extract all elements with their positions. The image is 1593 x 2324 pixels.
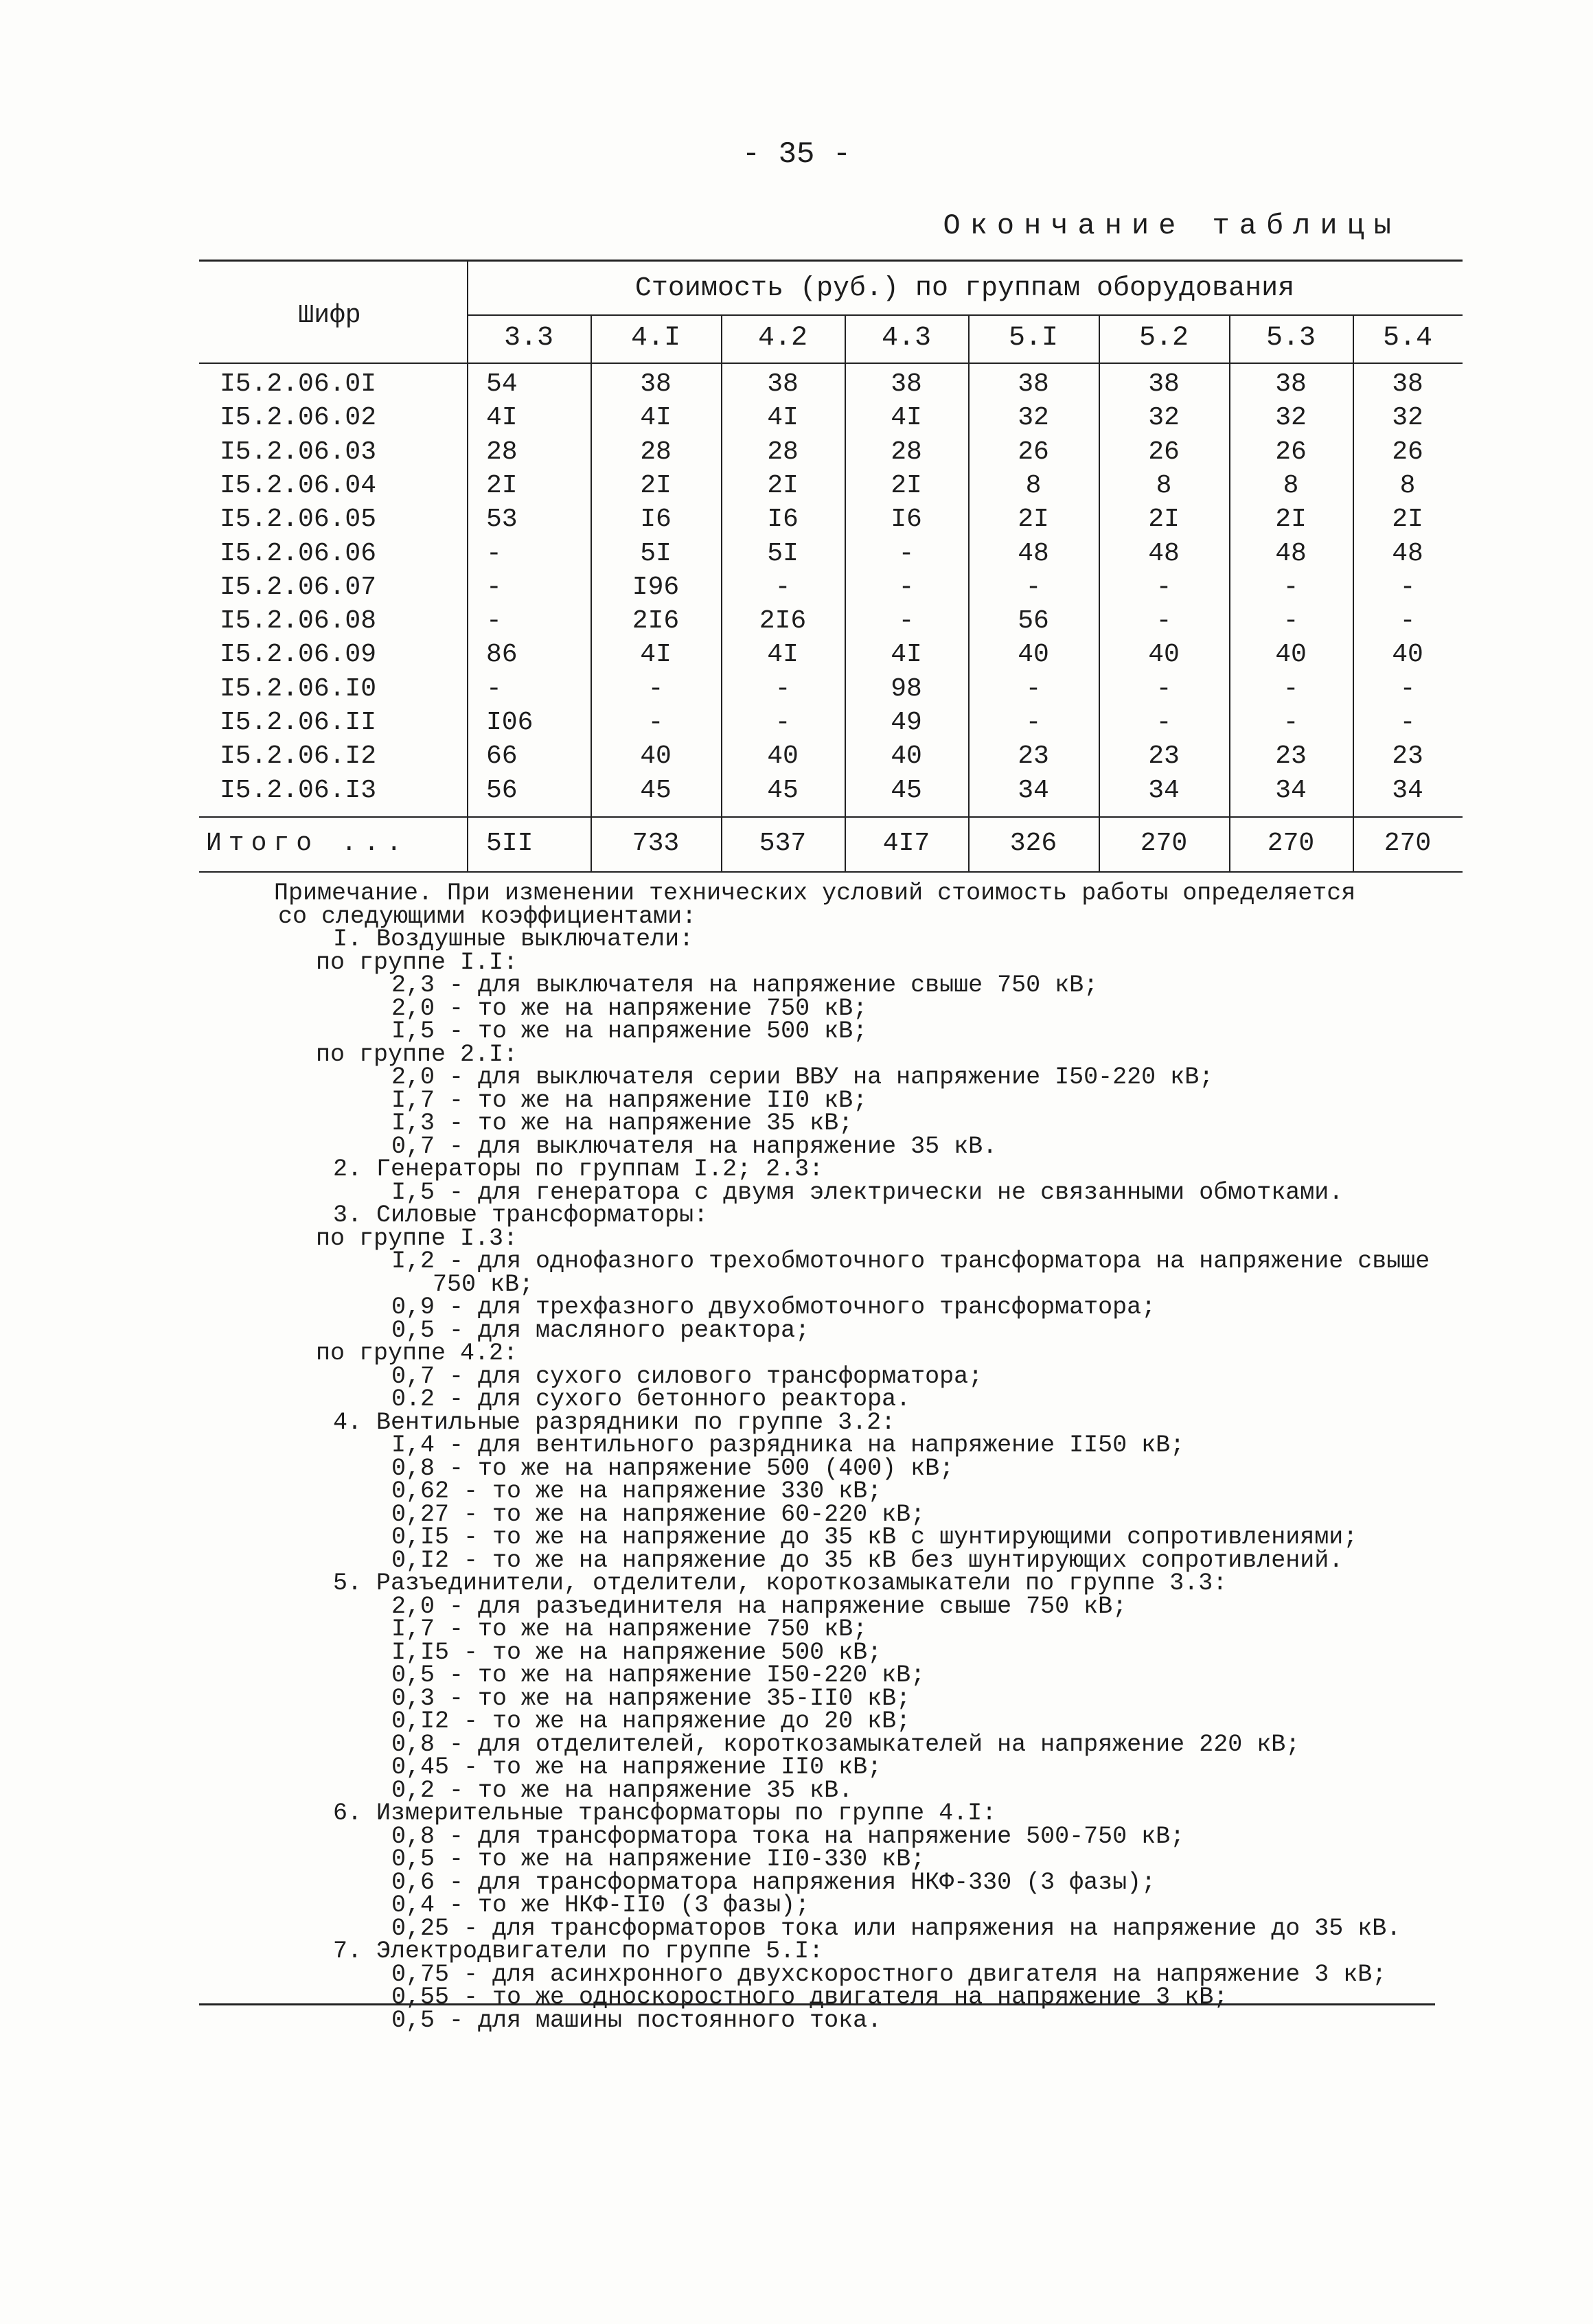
- note-line: со следующими коэффициентами:: [278, 902, 697, 930]
- table-cell: -: [486, 674, 502, 704]
- table-cell: 38: [767, 369, 799, 399]
- table-cell: 66: [486, 741, 518, 772]
- table-top-rule: [199, 260, 1463, 262]
- column-header: 5.3: [1265, 323, 1316, 354]
- table-cell: 8: [1283, 470, 1299, 501]
- note-line: I,7 - то же на напряжение 750 кВ;: [391, 1615, 868, 1643]
- table-cell: 2I6: [632, 606, 680, 636]
- column-header: 4.I: [630, 323, 680, 354]
- total-cell: 537: [759, 828, 807, 858]
- note-line: 750 кВ;: [433, 1270, 534, 1298]
- table-cell: 2I: [486, 470, 518, 501]
- note-line: по группе I.3:: [316, 1224, 518, 1252]
- note-line: 0,5 - для машины постоянного тока.: [391, 2006, 882, 2034]
- note-line: 6. Измерительные трансформаторы по группе 4.I:: [333, 1799, 997, 1827]
- table-cell: -: [1283, 572, 1299, 602]
- table-cell: 4I: [767, 403, 799, 433]
- table-cell: 23: [1148, 741, 1180, 772]
- table-cell: 32: [1392, 403, 1423, 433]
- header-shifr: Шифр: [298, 301, 361, 330]
- row-code: I5.2.06.I0: [220, 674, 377, 704]
- column-header: 5.I: [1008, 323, 1058, 354]
- table-cell: -: [898, 538, 915, 568]
- row-code: I5.2.06.0I: [220, 369, 377, 399]
- table-cell: 38: [1018, 369, 1049, 399]
- table-cell: 32: [1275, 403, 1307, 433]
- column-header: 5.2: [1138, 323, 1189, 354]
- row-code: I5.2.06.I2: [220, 741, 377, 772]
- page-number: - 35 -: [742, 137, 851, 172]
- table-cell: -: [1399, 674, 1416, 704]
- column-header: 5.4: [1382, 323, 1432, 354]
- row-code: I5.2.06.03: [220, 437, 377, 467]
- note-line: 0,75 - для асинхронного двухскоростного двигателя на напряжение 3 кВ;: [391, 1960, 1387, 1988]
- table-cell: 2I: [1275, 505, 1307, 535]
- total-cell: 270: [1384, 828, 1432, 858]
- note-line: 0,8 - для отделителей, короткозамыкателей на напряжение 220 кВ;: [391, 1730, 1300, 1758]
- row-code: I5.2.06.07: [220, 572, 377, 602]
- table-cell: 34: [1148, 775, 1180, 805]
- note-line: 4. Вентильные разрядники по группе 3.2:: [333, 1408, 896, 1436]
- table-cell: 40: [1275, 640, 1307, 670]
- note-line: 0,8 - для трансформатора тока на напряжение 500-750 кВ;: [391, 1822, 1185, 1850]
- table-cell: -: [647, 674, 664, 704]
- note-line: 0,45 - то же на напряжение II0 кВ;: [391, 1753, 882, 1781]
- note-line: 3. Силовые трансформаторы:: [333, 1201, 709, 1229]
- note-line: 0,7 - для выключателя на напряжение 35 кВ.: [391, 1132, 998, 1160]
- table-cell: -: [1399, 606, 1416, 636]
- table-cell: 28: [486, 437, 518, 467]
- table-cell: 48: [1018, 538, 1049, 568]
- table-cell: I6: [891, 505, 922, 535]
- row-code: I5.2.06.09: [220, 640, 377, 670]
- table-cell: 40: [767, 741, 799, 772]
- table-cell: 53: [486, 505, 518, 535]
- note-line: I,7 - то же на напряжение II0 кВ;: [391, 1086, 868, 1114]
- table-cell: 34: [1392, 775, 1423, 805]
- note-line: 0,27 - то же на напряжение 60-220 кВ;: [391, 1500, 926, 1528]
- table-cell: -: [1156, 708, 1172, 737]
- row-code: I5.2.06.II: [220, 708, 377, 737]
- table-cell: 38: [891, 369, 922, 399]
- table-cell: 4I: [891, 640, 922, 670]
- note-line: I,5 - то же на напряжение 500 кВ;: [391, 1017, 868, 1045]
- table-cell: 45: [767, 775, 799, 805]
- note-line: по группе 4.2:: [316, 1339, 518, 1367]
- table-cell: 8: [1025, 470, 1042, 501]
- header-bottom-rule: [199, 363, 1463, 364]
- note-line: 0,6 - для трансформатора напряжения НКФ-330 (3 фазы);: [391, 1868, 1156, 1896]
- table-cell: -: [898, 606, 915, 636]
- table-cell: 34: [1018, 775, 1049, 805]
- table-cell: I6: [640, 505, 672, 535]
- table-cell: -: [1399, 708, 1416, 737]
- note-line: 2,3 - для выключателя на напряжение свыше 750 кВ;: [391, 971, 1099, 999]
- column-header: 4.2: [757, 323, 807, 354]
- note-heading: Примечание. При изменении технических условий стоимость работы определяется: [274, 879, 1356, 907]
- total-top-rule: [199, 816, 1463, 818]
- table-cell: 40: [1392, 640, 1423, 670]
- column-header: 4.3: [881, 323, 931, 354]
- table-cell: 2I: [1392, 505, 1423, 535]
- note-line: 0,5 - для масляного реактора;: [391, 1316, 810, 1344]
- table-cell: 38: [1392, 369, 1423, 399]
- note-line: I,4 - для вентильного разрядника на напряжение II50 кВ;: [391, 1431, 1185, 1459]
- table-cell: -: [1283, 708, 1299, 737]
- table-cell: 2I6: [759, 606, 807, 636]
- header-divider: [467, 314, 1463, 316]
- table-cell: 40: [1018, 640, 1049, 670]
- note-line: 0,25 - для трансформаторов тока или напряжения на напряжение до 35 кВ.: [391, 1914, 1401, 1942]
- note-line: 0,I2 - то же на напряжение до 35 кВ без шунтирующих сопротивлений.: [391, 1546, 1344, 1574]
- table-cell: -: [1156, 674, 1172, 704]
- note-line: 2,0 - то же на напряжение 750 кВ;: [391, 994, 868, 1022]
- note-line: 2,0 - для выключателя серии ВВУ на напряжение I50-220 кВ;: [391, 1063, 1214, 1091]
- note-line: 0,3 - то же на напряжение 35-II0 кВ;: [391, 1684, 911, 1712]
- note-line: I,I5 - то же на напряжение 500 кВ;: [391, 1638, 882, 1666]
- row-code: I5.2.06.04: [220, 470, 377, 501]
- note-line: 2. Генераторы по группам I.2; 2.3:: [333, 1155, 824, 1183]
- table-cell: 56: [486, 775, 518, 805]
- table-cell: 86: [486, 640, 518, 670]
- total-cell: 270: [1267, 828, 1315, 858]
- table-cell: 49: [891, 708, 922, 737]
- note-line: 2,0 - для разъединителя на напряжение свыше 750 кВ;: [391, 1592, 1127, 1620]
- row-code: I5.2.06.02: [220, 403, 377, 433]
- note-line: 0,9 - для трехфазного двухобмоточного трансформатора;: [391, 1293, 1156, 1321]
- table-cell: 34: [1275, 775, 1307, 805]
- table-cell: -: [1399, 572, 1416, 602]
- row-code: I5.2.06.I3: [220, 775, 377, 805]
- total-cell: 4I7: [882, 828, 930, 858]
- bottom-rule: [199, 2003, 1435, 2005]
- table-cell: -: [775, 572, 791, 602]
- table-cell: -: [1156, 572, 1172, 602]
- table-cell: 4I: [640, 403, 672, 433]
- note-line: 0.2 - для сухого бетонного реактора.: [391, 1385, 911, 1413]
- table-cell: 40: [1148, 640, 1180, 670]
- table-cell: 2I: [1018, 505, 1049, 535]
- total-cell: 5II: [486, 828, 534, 858]
- table-cell: 5I: [640, 538, 672, 568]
- table-cell: 26: [1148, 437, 1180, 467]
- note-line: 0,2 - то же на напряжение 35 кВ.: [391, 1776, 853, 1804]
- table-cell: 32: [1148, 403, 1180, 433]
- table-cell: 45: [640, 775, 672, 805]
- table-cell: 38: [640, 369, 672, 399]
- table-cell: 48: [1392, 538, 1423, 568]
- table-cell: 2I: [767, 470, 799, 501]
- table-cell: 98: [891, 674, 922, 704]
- table-cell: 23: [1392, 741, 1423, 772]
- table-cell: 5I: [767, 538, 799, 568]
- note-line: I,3 - то же на напряжение 35 кВ;: [391, 1109, 853, 1137]
- table-cell: 28: [767, 437, 799, 467]
- table-cell: 2I: [891, 470, 922, 501]
- table-cell: 40: [891, 741, 922, 772]
- note-line: 0,I5 - то же на напряжение до 35 кВ с шунтирующими сопротивлениями;: [391, 1523, 1358, 1551]
- row-code: I5.2.06.06: [220, 538, 377, 568]
- table-cell: 38: [1148, 369, 1180, 399]
- note-line: 0,5 - то же на напряжение I50-220 кВ;: [391, 1661, 926, 1689]
- total-label: Итого ...: [206, 828, 409, 858]
- table-cell: -: [1025, 708, 1042, 737]
- table-cell: 4I: [486, 403, 518, 433]
- table-cell: -: [486, 606, 502, 636]
- table-cell: -: [775, 708, 791, 737]
- table-cell: 8: [1399, 470, 1416, 501]
- table-cell: 4I: [891, 403, 922, 433]
- note-line: 0,4 - то же НКФ-II0 (3 фазы);: [391, 1891, 810, 1919]
- note-line: 0,62 - то же на напряжение 330 кВ;: [391, 1477, 882, 1505]
- total-cell: 733: [632, 828, 680, 858]
- table-cell: 23: [1275, 741, 1307, 772]
- table-cell: 26: [1018, 437, 1049, 467]
- row-code: I5.2.06.08: [220, 606, 377, 636]
- table-cell: 23: [1018, 741, 1049, 772]
- table-cell: 2I: [640, 470, 672, 501]
- table-cell: I06: [486, 708, 534, 737]
- table-cell: 26: [1275, 437, 1307, 467]
- note-block: [274, 879, 1473, 2034]
- table-cell: I96: [632, 572, 680, 602]
- table-cell: -: [1025, 674, 1042, 704]
- table-cell: 26: [1392, 437, 1423, 467]
- table-cell: 56: [1018, 606, 1049, 636]
- table-cell: 48: [1148, 538, 1180, 568]
- table-cell: 8: [1156, 470, 1172, 501]
- note-line: 5. Разъединители, отделители, короткозамыкатели по группе 3.3:: [333, 1569, 1228, 1597]
- table-cell: -: [486, 538, 502, 568]
- table-cell: I6: [767, 505, 799, 535]
- note-line: I,2 - для однофазного трехобмоточного трансформатора на напряжение свыше: [391, 1247, 1430, 1275]
- note-line: 0,I2 - то же на напряжение до 20 кВ;: [391, 1707, 911, 1735]
- table-cell: -: [1283, 606, 1299, 636]
- table-cell: 45: [891, 775, 922, 805]
- table-cell: 2I: [1148, 505, 1180, 535]
- table-cell: 40: [640, 741, 672, 772]
- header-group-cost: Стоимость (руб.) по группам оборудования: [634, 273, 1295, 304]
- table-cell: 48: [1275, 538, 1307, 568]
- table-cell: -: [775, 674, 791, 704]
- note-line: 0,55 - то же односкоростного двигателя на напряжение 3 кВ;: [391, 1983, 1228, 2011]
- table-cell: -: [1025, 572, 1042, 602]
- table-cell: 32: [1018, 403, 1049, 433]
- table-caption: Окончание таблицы: [943, 209, 1401, 242]
- note-line: I. Воздушные выключатели:: [333, 925, 694, 953]
- table-cell: 28: [891, 437, 922, 467]
- note-line: 0,8 - то же на напряжение 500 (400) кВ;: [391, 1454, 954, 1482]
- table-cell: -: [1283, 674, 1299, 704]
- note-line: 7. Электродвигатели по группе 5.I:: [333, 1937, 824, 1965]
- table-cell: -: [647, 708, 664, 737]
- table-cell: 4I: [640, 640, 672, 670]
- table-cell: 54: [486, 369, 518, 399]
- table-bottom-rule: [199, 871, 1463, 873]
- table-cell: 4I: [767, 640, 799, 670]
- note-line: 0,7 - для сухого силового трансформатора;: [391, 1362, 983, 1390]
- row-code: I5.2.06.05: [220, 505, 377, 535]
- total-cell: 270: [1140, 828, 1188, 858]
- total-cell: 326: [1009, 828, 1057, 858]
- note-line: I,5 - для генератора с двумя электрически не связанными обмотками.: [391, 1178, 1344, 1206]
- column-header: 3.3: [503, 323, 553, 354]
- note-line: 0,5 - то же на напряжение II0-330 кВ;: [391, 1845, 926, 1873]
- table-cell: 38: [1275, 369, 1307, 399]
- note-line: по группе I.I:: [316, 948, 518, 976]
- note-line: по группе 2.I:: [316, 1040, 518, 1068]
- table-cell: 28: [640, 437, 672, 467]
- table-cell: -: [1156, 606, 1172, 636]
- table-cell: -: [486, 572, 502, 602]
- table-cell: -: [898, 572, 915, 602]
